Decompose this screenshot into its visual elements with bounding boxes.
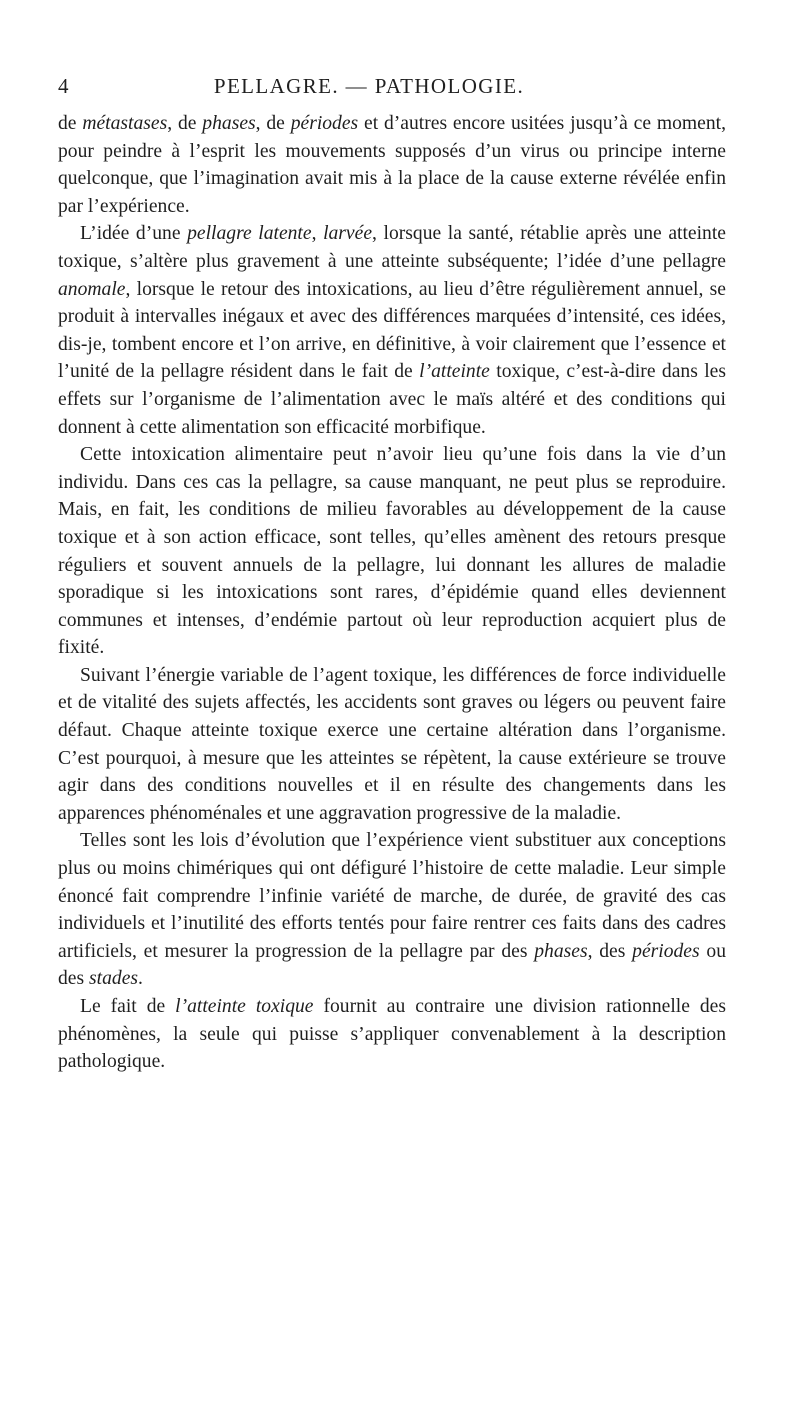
text-run: Cette intoxication alimentaire peut n’avoir lieu qu’une fois dans la vie d’un individu. Dans ces cas la pellagre, sa cause manquant, ne peut plus se reproduire. Mais, en fait, les conditions de milieu favorables au développement de la cause toxique et à son action efficace, sont telles, qu’elles amènent des retours presque réguliers et souvent annuels de la pellagre, lui donnant les allures de maladie sporadique si les intoxications sont rares, d’épidémie quand elles deviennent communes et intenses, d’endémie partout où leur reproduction acquiert plus de fixité. bbox=[58, 444, 726, 659]
running-header bbox=[58, 74, 726, 108]
text-run: Telles sont les lois d’évolution que l’expérience vient substituer aux conceptions plus ou moins chimériques qui ont défiguré l’histoire de cette maladie. Leur simple énoncé fait comprendre l’infinie variété de marche, de durée, de gravité des cas individuels et l’inutilité des efforts tentés pour faire rentrer ces faits dans des cadres artificiels, et mesurer la progression de la pellagre par des bbox=[58, 830, 726, 962]
italic-term: larvée bbox=[323, 223, 373, 245]
paragraph bbox=[58, 110, 726, 220]
italic-term: anomale bbox=[58, 278, 126, 300]
book-page bbox=[58, 74, 726, 1076]
text-run: ou des bbox=[58, 940, 727, 990]
text-run: , lorsque le retour des intoxications, au lieu d’être régulièrement annuel, se produit à intervalles inégaux et avec des différences marquées d’intensité, ces idées, dis-je, tombent encore et l’on arrive, en définitive, à voir clairement que l’essence et l’unité de la pellagre résident dans le fait de bbox=[58, 278, 726, 383]
text-run: Le fait de bbox=[80, 996, 176, 1017]
italic-term: pellagre latente bbox=[187, 223, 312, 245]
text-run: , de bbox=[167, 113, 203, 134]
body-text bbox=[58, 110, 726, 1076]
running-title: PELLAGRE. — PATHOLOGIE. bbox=[213, 74, 525, 98]
italic-term: l’atteinte toxique bbox=[175, 996, 314, 1017]
paragraph bbox=[58, 827, 726, 993]
text-run: . bbox=[138, 968, 143, 990]
paragraph bbox=[58, 220, 726, 441]
text-run: , des bbox=[587, 940, 633, 962]
text-run: toxique, c’est-à-dire dans les effets sur l’organisme de l’alimentation avec le maïs altéré et des conditions qui donnent à cette alimentation son efficacité morbifique. bbox=[58, 361, 726, 438]
text-run: , de bbox=[255, 113, 291, 134]
italic-term: métastases bbox=[82, 113, 168, 134]
paragraph bbox=[58, 441, 726, 662]
italic-term: stades bbox=[89, 968, 139, 990]
text-run: fournit au contraire une division rationnelle des phénomènes, la seule qui puisse s’appliquer convenablement à la description pathologique. bbox=[58, 996, 726, 1073]
italic-term: phases bbox=[534, 940, 588, 962]
text-run: de bbox=[58, 113, 83, 134]
italic-term: phases bbox=[202, 113, 256, 134]
text-run: L’idée d’une bbox=[80, 223, 188, 245]
text-run: , bbox=[311, 223, 324, 245]
text-run: , lorsque la santé, rétablie après une atteinte toxique, s’altère plus gravement à une atteinte subséquente; l’idée d’une pellagre bbox=[58, 223, 726, 272]
page-number: 4 bbox=[58, 74, 70, 98]
text-run: et d’autres encore usitées jusqu’à ce moment, pour peindre à l’esprit les mouvements supposés d’un virus ou principe interne quelconque, que l’imagination avait mis à la place de la cause externe révélée enfin par l’expérience. bbox=[58, 113, 726, 217]
italic-term: périodes bbox=[290, 113, 359, 134]
text-run: Suivant l’énergie variable de l’agent toxique, les différences de force individuelle et de vitalité des sujets affectés, les accidents sont graves ou légers ou peuvent faire défaut. Chaque atteinte toxique exerce une certaine altération dans l’organisme. C’est pourquoi, à mesure que les atteintes se répètent, la cause extérieure se trouve agir dans des conditions nouvelles et il en résulte des changements dans les apparences phénoménales et une aggravation progressive de la maladie. bbox=[58, 664, 726, 824]
italic-term: périodes bbox=[632, 940, 700, 962]
italic-term: l’atteinte bbox=[419, 361, 490, 383]
paragraph bbox=[58, 993, 726, 1076]
paragraph bbox=[58, 662, 726, 828]
